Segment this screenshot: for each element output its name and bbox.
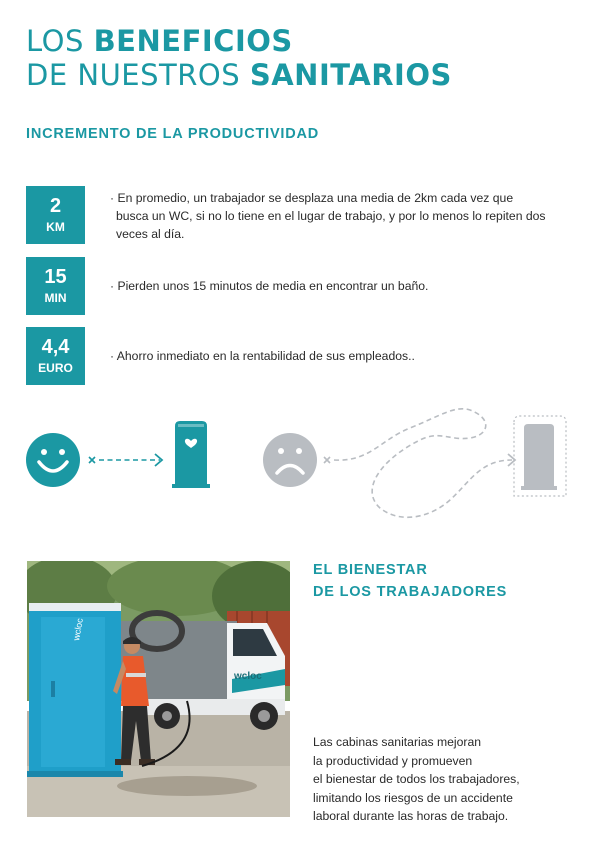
short-path-arrow bbox=[89, 454, 162, 466]
portable-cabin-image bbox=[27, 603, 123, 777]
cabin-logo: wcloc bbox=[71, 617, 85, 642]
service-photo bbox=[27, 561, 290, 817]
page-title bbox=[26, 24, 452, 92]
wellbeing-paragraph bbox=[313, 733, 573, 826]
wellbeing-line: la productividad y promueven bbox=[313, 753, 473, 768]
stat-km-box bbox=[26, 186, 85, 244]
stat-unit: MIN bbox=[44, 291, 67, 305]
happy-face-icon bbox=[26, 433, 80, 487]
title-bold-1: BENEFICIOS bbox=[93, 24, 293, 58]
title-line-1 bbox=[26, 24, 452, 58]
stat-euro-box bbox=[26, 327, 85, 385]
stat-unit: EURO bbox=[38, 361, 73, 375]
wellbeing-line: laboral durante las horas de trabajo. bbox=[313, 809, 509, 824]
wellbeing-title-line-2: DE LOS TRABAJADORES bbox=[313, 584, 508, 600]
sad-face-icon bbox=[263, 433, 317, 487]
stat-value: 4,4 bbox=[41, 336, 70, 358]
truck-logo: wcloc bbox=[234, 671, 262, 682]
wellbeing-line: Las cabinas sanitarias mejoran bbox=[313, 735, 482, 749]
wellbeing-title-line-1: EL BIENESTAR bbox=[313, 562, 428, 578]
title-bold-2: SANITARIOS bbox=[249, 58, 452, 92]
stat-min-text: · Pierden unos 15 minutos de media en encontrar un baño. bbox=[110, 279, 429, 293]
stat-min-box bbox=[26, 257, 85, 315]
stat-unit: KM bbox=[46, 220, 65, 234]
stat-km-text: · En promedio, un trabajador se desplaza una media de 2km cada vez que busca un WC, si no lo tiene en el lugar de trabajo, y por lo menos lo repiten dos veces al día. bbox=[110, 191, 546, 241]
title-line-2 bbox=[26, 58, 452, 92]
portable-toilet-icon bbox=[172, 421, 210, 488]
title-light-1: LOS bbox=[26, 24, 94, 58]
distant-toilet-icon bbox=[514, 416, 566, 496]
stat-euro-text: · Ahorro inmediato en la rentabilidad de sus empleados.. bbox=[110, 349, 415, 363]
title-light-2: DE NUESTROS bbox=[26, 58, 250, 92]
wellbeing-line: el bienestar de todos los trabajadores, bbox=[313, 772, 520, 787]
wellbeing-heading bbox=[313, 559, 507, 603]
productivity-heading: INCREMENTO DE LA PRODUCTIVIDAD bbox=[26, 126, 320, 142]
wellbeing-line: limitando los riesgos de un accidente bbox=[313, 790, 513, 805]
stat-value: 15 bbox=[44, 266, 67, 288]
comparison-diagram bbox=[0, 400, 595, 530]
stat-value: 2 bbox=[49, 195, 62, 217]
long-path-arrow bbox=[324, 409, 515, 518]
